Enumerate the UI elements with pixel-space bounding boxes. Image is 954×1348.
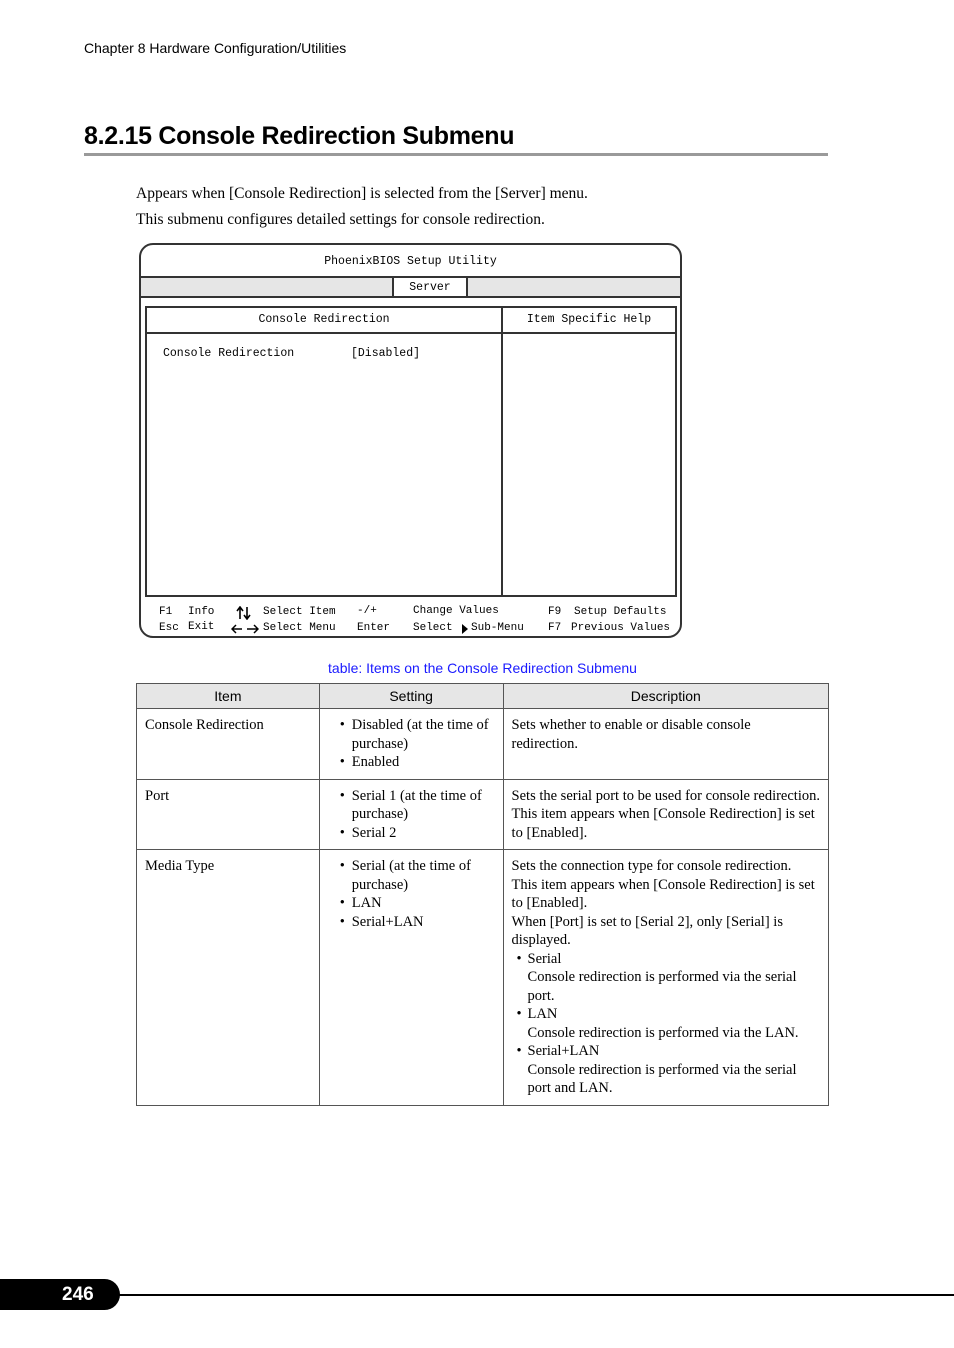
setting-option: • Serial (at the time of purchase) <box>342 857 495 894</box>
select-menu-label: Select Menu <box>263 622 336 634</box>
option-term: • Serial <box>527 950 562 967</box>
page-number: 246 <box>0 1279 120 1310</box>
setting-list <box>328 787 495 843</box>
description-line: Sets the serial port to be used for console redirection. <box>511 787 820 804</box>
cell-setting <box>319 779 503 850</box>
description-line: When [Port] is set to [Serial 2], only [Serial] is displayed. <box>511 913 783 948</box>
sub-menu-label: Sub-Menu <box>471 622 524 634</box>
header-item: Item <box>137 684 320 709</box>
bios-main-panel <box>145 306 677 597</box>
cell-description <box>503 779 828 850</box>
description-line: Sets the connection type for console redirection. <box>511 858 792 874</box>
description-line: This item appears when [Console Redirection] is set to [Enabled]. <box>511 876 815 911</box>
setting-option: • Disabled (at the time of purchase) <box>342 716 495 753</box>
description-option <box>518 1005 820 1042</box>
f9-label: Setup Defaults <box>574 606 667 618</box>
change-values-label: Change Values <box>413 605 499 617</box>
footer-rule <box>110 1294 954 1296</box>
table-row <box>137 779 829 850</box>
bios-item-value: [Disabled] <box>351 347 421 360</box>
header-description: Description <box>503 684 828 709</box>
select-item-label: Select Item <box>263 606 336 618</box>
cell-description <box>503 709 828 780</box>
description-line: This item appears when [Console Redirection] is set to [Enabled]. <box>511 806 815 841</box>
header-setting: Setting <box>319 684 503 709</box>
setting-list <box>328 857 495 931</box>
description-line: Sets whether to enable or disable console redirection. <box>511 717 751 752</box>
bios-title: PhoenixBIOS Setup Utility <box>324 255 497 268</box>
bios-item-label: Console Redirection <box>163 347 295 360</box>
bios-left-header: Console Redirection <box>147 308 501 334</box>
bios-menu-server: Server <box>392 276 468 298</box>
bios-menubar <box>141 276 680 298</box>
intro-line-2: This submenu configures detailed settings for console redirection. <box>136 211 545 228</box>
esc-key: Esc <box>159 622 179 634</box>
cell-item: Console Redirection <box>137 709 320 780</box>
submenu-triangle-icon <box>462 624 468 634</box>
table-caption: table: Items on the Console Redirection Submenu <box>328 660 637 676</box>
bios-screenshot <box>139 243 682 638</box>
bios-help-header: Item Specific Help <box>503 308 675 334</box>
setting-option: • Serial+LAN <box>342 913 495 932</box>
f7-label: Previous Values <box>571 622 671 634</box>
option-text: Console redirection is performed via the serial port. <box>527 969 797 1004</box>
setting-option: • Enabled <box>342 753 495 772</box>
items-table <box>136 683 829 1106</box>
left-right-arrows-icon <box>231 624 259 634</box>
setting-option: • Serial 2 <box>342 824 495 843</box>
up-down-arrows-icon <box>236 606 252 620</box>
select-label: Select <box>413 622 453 634</box>
option-text: Console redirection is performed via the serial port and LAN. <box>527 1061 797 1096</box>
cell-item: Media Type <box>137 850 320 1106</box>
description-option <box>518 950 820 1006</box>
f7-key: F7 <box>548 622 562 634</box>
table-row <box>137 709 829 780</box>
setting-list <box>328 716 495 772</box>
option-term: • Serial+LAN <box>527 1043 600 1059</box>
option-term: • LAN <box>527 1006 558 1022</box>
f1-key: F1 <box>159 606 173 618</box>
cell-setting <box>319 709 503 780</box>
bios-divider <box>501 308 503 595</box>
cell-setting <box>319 850 503 1106</box>
option-text: Console redirection is performed via the LAN. <box>527 1024 799 1041</box>
f9-key: F9 <box>548 606 562 618</box>
enter-key: Enter <box>357 622 391 634</box>
description-options <box>512 950 820 1098</box>
cell-item: Port <box>137 779 320 850</box>
setting-option: • LAN <box>342 894 495 913</box>
setting-option: • Serial 1 (at the time of purchase) <box>342 787 495 824</box>
esc-label: Exit <box>188 621 215 633</box>
cell-description <box>503 850 828 1106</box>
f1-label: Info <box>188 606 215 618</box>
minus-plus-key: -/+ <box>357 605 377 617</box>
bios-footer <box>141 602 680 636</box>
section-title: 8.2.15 Console Redirection Submenu <box>84 122 828 156</box>
chapter-header: Chapter 8 Hardware Configuration/Utilities <box>84 40 347 56</box>
description-option <box>518 1042 820 1098</box>
intro-line-1: Appears when [Console Redirection] is selected from the [Server] menu. <box>136 185 588 202</box>
table-row <box>137 850 829 1106</box>
table-header-row <box>137 684 829 709</box>
